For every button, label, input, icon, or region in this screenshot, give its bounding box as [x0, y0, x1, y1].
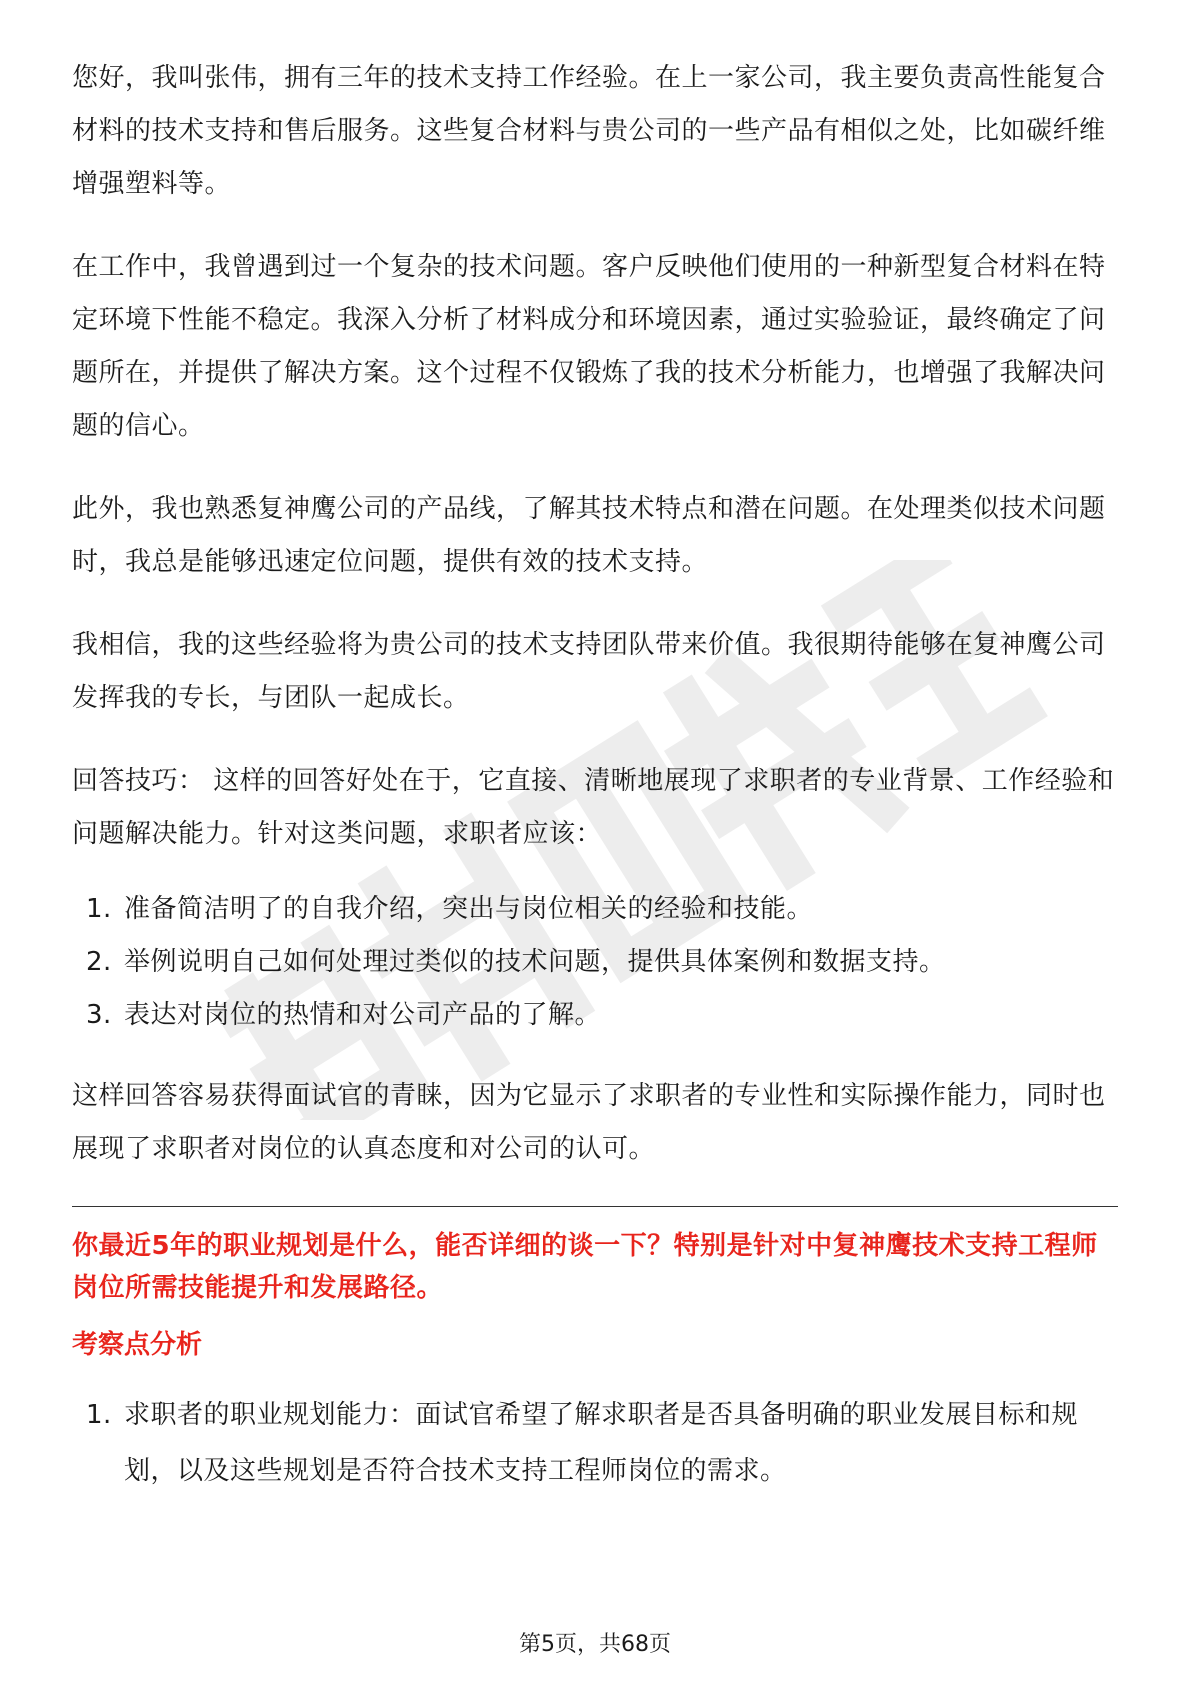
- answer-paragraph-2: 在工作中，我曾遇到过一个复杂的技术问题。客户反映他们使用的一种新型复合材料在特定环境下性能不稳定。我深入分析了材料成分和环境因素，通过实验验证，最终确定了问题所在，并提供了解决方案。这个过程不仅锻炼了我的技术分析能力，也增强了我解决问题的信心。: [72, 252, 1106, 441]
- answer-paragraph-3: 此外，我也熟悉复神鹰公司的产品线，了解其技术特点和潜在问题。在处理类似技术问题时，我总是能够迅速定位问题，提供有效的技术支持。: [72, 494, 1106, 577]
- document-page: [72, 52, 1118, 1527]
- answer-tips-intro: 回答技巧： 这样的回答好处在于，它直接、清晰地展现了求职者的专业背景、工作经验和问题解决能力。针对这类问题，求职者应该：: [72, 766, 1115, 849]
- list-item-number: 1.: [86, 1400, 112, 1430]
- list-item-text: 准备简洁明了的自我介绍，突出与岗位相关的经验和技能。: [124, 894, 814, 924]
- list-item-text: 表达对岗位的热情和对公司产品的了解。: [124, 1000, 602, 1030]
- list-item-text: 举例说明自己如何处理过类似的技术问题，提供具体案例和数据支持。: [124, 947, 946, 977]
- list-item: [72, 1387, 1118, 1499]
- closing-paragraph: 这样回答容易获得面试官的青睐，因为它显示了求职者的专业性和实际操作能力，同时也展现了求职者对岗位的认真态度和对公司的认可。: [72, 1081, 1106, 1164]
- tips-list: [72, 883, 1118, 1042]
- analysis-title: 考察点分析: [72, 1330, 203, 1360]
- answer-paragraph-1: 您好，我叫张伟，拥有三年的技术支持工作经验。在上一家公司，我主要负责高性能复合材料的技术支持和售后服务。这些复合材料与贵公司的一些产品有相似之处，比如碳纤维增强塑料等。: [72, 63, 1106, 199]
- page-footer: 第5页，共68页: [519, 1632, 671, 1657]
- list-item: [72, 936, 1118, 989]
- list-item: [72, 883, 1118, 936]
- list-item-number: 2.: [86, 947, 112, 977]
- list-item-text: 求职者的职业规划能力：面试官希望了解求职者是否具备明确的职业发展目标和规划，以及这些规划是否符合技术支持工程师岗位的需求。: [124, 1400, 1079, 1486]
- interview-question: 你最近5年的职业规划是什么，能否详细的谈一下？特别是针对中复神鹰技术支持工程师岗位所需技能提升和发展路径。: [72, 1231, 1098, 1303]
- answer-paragraph-4: 我相信，我的这些经验将为贵公司的技术支持团队带来价值。我很期待能够在复神鹰公司发挥我的专长，与团队一起成长。: [72, 630, 1106, 713]
- section-divider: [72, 1206, 1118, 1207]
- list-item-number: 1.: [86, 894, 112, 924]
- list-item: [72, 989, 1118, 1042]
- analysis-list: [72, 1387, 1118, 1499]
- list-item-number: 3.: [86, 1000, 112, 1030]
